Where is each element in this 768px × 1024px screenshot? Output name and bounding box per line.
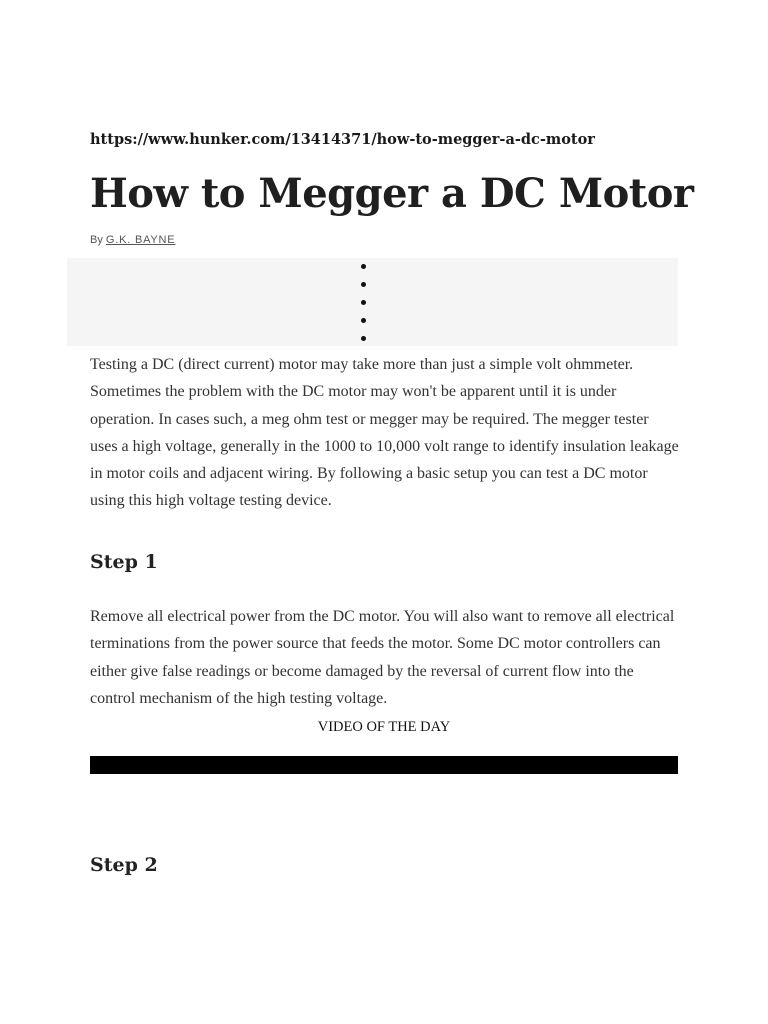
intro-paragraph: Testing a DC (direct current) motor may take more than just a simple volt ohmmeter. Sometimes the problem with the DC motor may won't be apparent until it is under operation. In cases such, a meg ohm test or megger may be required. The megger tester uses a high voltage, generally in the 1000 to 10,000 volt range to identify insulation leakage in motor coils and adjacent wiring. By following a basic setup you can test a DC motor using this high voltage testing device. <box>90 356 679 510</box>
step-2-heading: Step 2 <box>90 854 158 876</box>
byline-prefix: By <box>90 234 103 246</box>
author-link[interactable]: G.K. BAYNE <box>105 234 176 246</box>
byline <box>90 234 175 246</box>
source-url: https://www.hunker.com/13414371/how-to-megger-a-dc-motor <box>90 131 595 148</box>
ad-placeholder <box>67 258 678 346</box>
article-title: How to Megger a DC Motor <box>90 170 694 217</box>
vertical-dots-loading-icon <box>361 264 367 344</box>
video-player[interactable] <box>90 756 678 774</box>
step-1-text: Remove all electrical power from the DC motor. You will also want to remove all electrical terminations from the power source that feeds the motor. Some DC motor controllers can either give false readings or become damaged by the reversal of current flow into the control mechanism of the high testing voltage. <box>90 608 675 707</box>
step-1-heading: Step 1 <box>90 551 158 573</box>
video-of-the-day-label: VIDEO OF THE DAY <box>317 719 451 735</box>
